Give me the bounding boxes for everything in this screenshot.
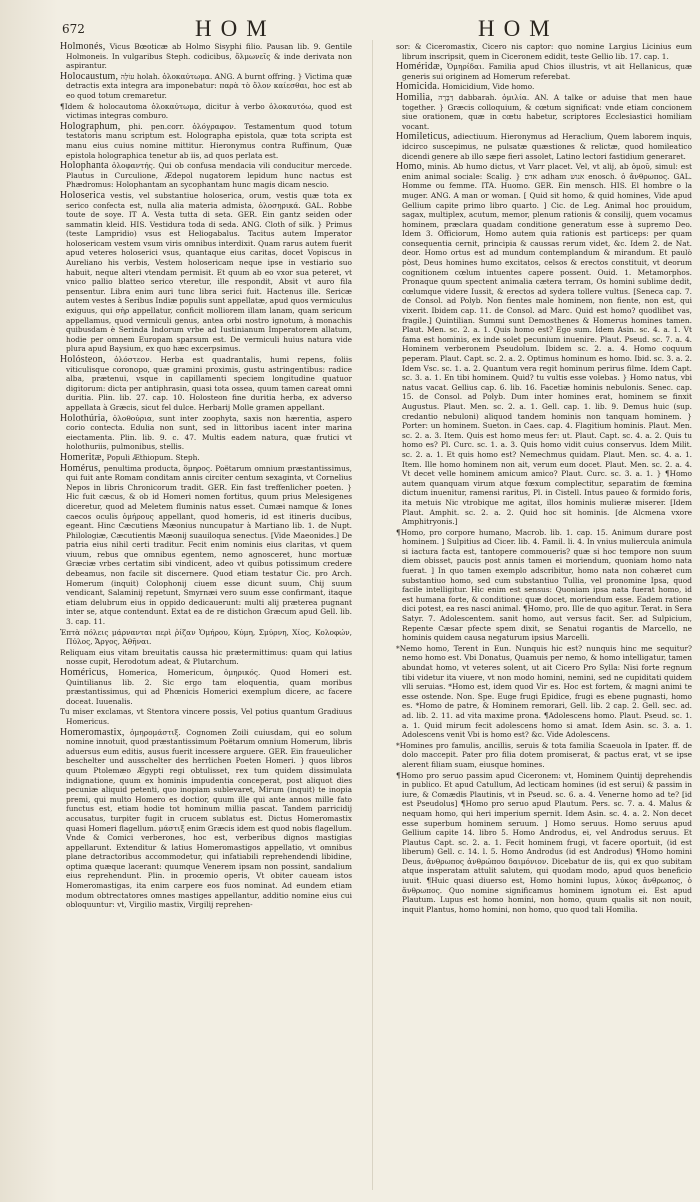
entry-text: phi. pen.corr. ὁλόγραφον. Testamentum quod totum testatoris manu scriptum est. Holographa epistola, quæ tota scripta est manu eius cuius nomine mittitur. Hieronymus contra Ruffinum, Quæ epistola holographica tenetur ab iis, ad quos perlata est.: [66, 121, 352, 160]
entry-text: עוֹלָה holah. ὁλοκαύτωμα. ANG. A burnt offring. } Victima quæ detractis exta integra ara imponebatur: παρὰ τὸ ὅλον καίεσθαι, hoc est ab eo quod totum cremaretur.: [66, 71, 352, 100]
entry-headword: Homo,: [396, 161, 425, 173]
dictionary-entry: [396, 42, 692, 61]
entry-text: ὁλόστεον. Herba est quadrantalis, humi repens, foliis viticulisque coronopo, quæ gramini proximis, gustu astringentibus: radice alba, prætenui, vsque in capillamenti speciem longitudine quatuor digitorum: dicta per antiphrasin, quasi tota ossea, quum tamen careat omni duritia. Plin. lib. 27. cap. 10. Holosteon fine duritia herba, ex adverso appellata à Græcis, sicut fel dulce. Herbarij Molle gramen appellant.: [66, 355, 352, 412]
entry-text: Tu miser exclamas, vt Stentora vincere possis, Vel potius quantum Gradiuus Homericus.: [60, 707, 352, 726]
entry-headword: Holmonés,: [60, 42, 106, 52]
dictionary-entry: [60, 728, 352, 910]
dictionary-entry: [60, 72, 352, 101]
entry-text: ὁλοφαντής. Qui ob confusa mendacia vili conducitur mercede. Plautus in Curculione, Ædepol nugatorem lepidum hunc nactus est Phædromus: Holophantam an sycophantam hunc magis dicam nescio.: [66, 161, 352, 190]
dictionary-entry: [396, 132, 692, 161]
entry-headword: Holographum,: [60, 120, 121, 132]
dictionary-entry: [60, 122, 352, 160]
dictionary-entry: [396, 528, 692, 643]
running-head-right: HOM: [478, 16, 559, 41]
entry-text: Ὁμηρίδαι. Familia apud Chios illustris, vt ait Hellanicus, quæ generis sui originem ad Homerum referebat.: [402, 62, 692, 81]
entry-text: ¶Homo, pro corpore humano, Macrob. lib. 1. cap. 15. Animum durare post hominem. ] Sulpitius ad Cicer. lib. 4. Famil. li. 4. In vnius muliercula animula si iactura facta est, tantopere commoueris? quæ si hoc tempore non suum diem obisset, paucis post annis tamen ei moriendum, quoniam homo nata fuerat. ] In quo tamen exemplo adscribitur, homo nata non cohæret cum substantiuo homo, sed cum substantiuo Tullia, vel pronomine Ipsa, quod facile intelligitur. Hic enim est sensus: Quoniam ipsa nata fuerat homo, id est humana forte, & conditione: quæ docet, moriendum esse. Eadem ratione dici potest, ea res nasci animal. ¶Homo, pro. Ille de quo agitur. Terat. in Sera Satyr. 7. Adolescentem. sanit homo, aut versus facit. Ser. ad Sulpicium, Repente Cæsar pfecte spem dixit, se Senatui rogantis de Marcello, ne hominis quidem causa negaturum ipsius Marcelli.: [396, 527, 692, 643]
dictionary-entry: [396, 93, 692, 131]
entry-text: Ἑπτὰ πόλεις μάρνανται περὶ ῥίζαν Ὁμήρου, Κύμη, Σμύρνη, Χίος, Κολοφών, Πύλος, Ἄργος, Ἀθῆναι.: [60, 627, 352, 647]
dictionary-entry: [396, 771, 692, 915]
dictionary-entry: [396, 82, 692, 92]
entry-headword: Holocaustum,: [60, 70, 119, 82]
dictionary-entry: [60, 628, 352, 647]
binding-gutter: [0, 0, 58, 1202]
entry-text: minis. Ab humo dictus, vt Varr placet. Vel, vt alij, ab ὁμοῦ, simul: est enim animal sociale: Scalig. } אדם adham אנוש enosch. ὁ ἄνθρωπος. GAL. Homme ou femme. ITA. Huomo. GER. Ein mensch. HIS. El hombre o la muger. ANG. A man or woman. [ Quid sit homo, & quid homines, Vide apud Gellium capite primo libro quarto. ] Cic. de Leg. Animal hoc prouidum, sagax, multiplex, acutum, memor, plenum rationis & consilij, quem vocamus hominem, præclara quadam conditione generatum esse à supremo Deo. Idem 3. Officiorum, Homo autem quia rationis est particeps: per quam consequentia cernit, principia & caussas rerum videt, &c. Idem 2. de Nat. deor. Homo ortus est ad mundum contemplandum & mirandum. Et paulò pòst, Deus homines humo excitatos, celsos & erectos constituit, vt deorum cognitionem cœlum intuentes capere possent. Ouid. 1. Metamorphos. Pronaque quum spectent animalia cætera terram, Os homini sublime dedit, cœlumque videre Iussit, & erectos ad sydera tollere vultus. [Seneca cap. 7. de Consol. ad Polyb. Non fientes male hominem, non fiente, non est, qui vixerit. Ibidem cap. 11. de Consol. ad Marc. Quid est homo? quodlibet vas, fragile.] Quintilian. Summi sunt Demosthenes & Homerus homines tamen. Plaut. Men. sc. 2. a. 1. Quis homo est? Ego sum. Idem Asin. sc. 4. a. 1. Vt fama est hominis, ex inde solet pecunium inuenire. Plaut. Pseud. sc. 7. a. 4. Hominem verberonem Pseudolum. Ibidem sc. 2. a. 4. Homo coquum peperam. Plaut. Capt. sc. 2. a. 2. Optimus hominum es homo. Ibid. sc. 3. a. 2. Idem Vsc. sc. 1. a. 2. Quantum vera regit hominum perirus filme. Idem Capt. sc. 3. a. 1. En tibi hominem. Quid? tu vultis esse volebas. } Homo natus, vbi natus vacat. Gellius cap. 6. lib. 16. Facetiæ hominis nebulonis. Senec. cap. 15. de Consol. ad Polyb. Dum inter homines erat, hominem se finxit Augustus. Plaut. Men. sc. 2. a. 1. Gell. cap. 1. lib. 9. Demus huic (sup. credantio nebuloni) aliquod tandem hominis non tanquam hominem. } Porter: un hominem. Sueton. in Caes. cap. 4. Flagitium hominis. Plaut. Men. sc. 2. a. 3. Item. Quis est homo meus fer: ut. Plaut. Capt. sc. 4. a. 2. Quis tu homo es? Pl. Curc. sc. 1. a. 3. Quis homo vidit cuius conservus. Idem Milit. sc. 2. a. 1. Et quis homo est? Nemechmus quidam. Plaut. Men. sc. 4. a. 1. Item. Ille homo hominem non ait, verum eum docet. Plaut. Men. sc. 2. a. 4. Vt decet velle hominem amicum amico? Plaut. Curc. sc. 3. a. 1. } ¶Homo autem quanquam virum atque fœxum complectitur, separatim de fœmina dictum inuenitur, ramensi raritus, Pl. in Cistell. Intus paueo & formido foris, ita metuis Nic vtrobique me agitat, illos hominis mulieræ miserer. [Idem Plaut. Amphit. sc. 2. a. 2. Quid hoc sit hominis. [de Alcmena vxore Amphitryonis.]: [402, 162, 692, 527]
dictionary-entry: [396, 162, 692, 527]
entry-text: ὁλοθούρια, sunt inter zoophyta, saxis non hærentia, aspero corio contecta. Edulia non sunt, sed in littoribus iacent inter marina eiectamenta. Plin. lib. 9. c. 47. Multis eadem natura, quæ frutici vt holothuriis, pulmonibus, stellis.: [66, 413, 352, 452]
entry-headword: Homérus,: [60, 462, 101, 474]
column-divider: [372, 40, 373, 1190]
entry-headword: Homéridæ,: [396, 61, 443, 73]
entry-text: Vicus Bœoticæ ab Holmo Sisyphi filio. Pausan lib. 9. Gentile Holmoneis. In vulgaribus Steph. codicibus, ὄλμωνεῖς & inde derivata non aspirantur.: [66, 42, 352, 71]
page-number: 672: [62, 22, 85, 36]
entry-text: *Nemo homo, Terent in Eun. Nunquis hic est? nunquis hinc me sequitur? nemo homo est. Vbi Donatus, Quamuis per nemo, & homo intelligatur, tamen abundat homo, vt veteres solent, ut ait Cicero Pro Sylla: Nisi forte regnum tibi videtur ita viuere, vt non modo homini, nemini, sed ne cupiditati quidem vlli seruias. *Homo est, idem quod Vir es. Hoc est fortem, & magni animi te esse ostende. Non. Spe. Euge frugi Epidice, frugi es ebene pugnasti, homo es. *Homo de patre, & Hominem remorari, Gell. lib. 2 cap. 2. Gell. sec. ad. ad. lib. 2. 11. ad vita maxime prona. ¶Adolescens homo. Plaut. Pseud. sc. 1. a. 1. Quid mirum fecit adolescens homo si amat. Idem Asin. sc. 3. a. 1. Adolescens venit Vbi is homo est? &c. Vide Adolescens.: [396, 643, 692, 740]
entry-headword: Holósteon,: [60, 354, 106, 365]
left-column: [60, 42, 352, 1192]
entry-headword: Homilia,: [396, 91, 433, 103]
dictionary-entry: [60, 707, 352, 726]
dictionary-entry: [60, 464, 352, 627]
entry-text: Populi Æthiopum. Steph.: [106, 452, 200, 462]
entry-text: *Homines pro famulis, ancillis, seruis & tota familia Scaeuola in Ipater. ff. de dolo maccepit. Pater pro filia dotem promiserat, & pactus erat, vt se ipse alerent filiam suam, eiusque homines.: [396, 740, 692, 769]
entry-headword: Holoserica: [60, 189, 106, 201]
dictionary-entry: [60, 161, 352, 190]
entry-headword: Homeromastix,: [60, 726, 125, 738]
entry-headword: Holophanta: [60, 160, 109, 172]
dictionary-entry: [60, 414, 352, 452]
dictionary-entry: [60, 648, 352, 667]
dictionary-entry: [60, 355, 352, 413]
running-head-left: HOM: [195, 16, 276, 41]
entry-headword: Homéricus,: [60, 667, 109, 678]
entry-text: adiectiuum. Hieronymus ad Heraclium, Quem laborem inquis, idcirco suscepimus, ne pulsatæ quæstiones & relictæ, quod homileatico dicendi genere ab illo sæpe fieri assolet, Latino lectori fastidium generaret.: [402, 132, 692, 161]
dictionary-entry: [60, 453, 352, 463]
entry-text: penultima producta, ὅμηρος. Poëtarum omnium præstantissimus, qui fuit ante Romam conditam annis circiter centum sexaginta, vt Cornelius Nepos in libris Chronicorum tradit. GER. Ein fast treffenlicher poeten. } Hic fuit cæcus, & ob id Homeri nomen fortitus, quum prius Melesigenes diceretur, quod ad Meletem fluminis natus esset. Cumæi namque & Iones caecos oculis ὁμήρους appellant, quod homeris, id est itineris ducibus, egeant. Hinc Cæcutiens Mæonius nuncupatur à Martiano lib. 1. de Nupt. Philologiæ, Cæcutientis Mæonij suauiloqua senectus. [Vide Maeonides.] De patria eius nihil certi traditur. Fecit enim nominis eius claritas, vt quem viuum, rebus que omnibus egentem, nemo agnosceret, hunc mortuæ Græciæ vrbes certatim sibi vindicent, adeo vt quibus potissimum credere debeamus, non facile sit discernere. Quod etiam testatur Cic. pro Arch. Homerum (inquit) Colophonij ciuem esse dicunt suum, Chij suum vendicant, Salaminij repetunt, Smyrnæi vero suum esse confirmant, itaque etiam delubrum eius in oppido dedicauerunt: multi alij præterea pugnant inter se, atque contendunt. Extat ea de re distichon Græcum apud Gell. lib. 3. cap. 11.: [66, 463, 352, 627]
right-column: [396, 42, 692, 1192]
entry-text: Homerica, Homericum, ὁμηρικός. Quod Homeri est. Quintilianus lib. 2. Sic ergo tam eloquentia, quam moribus præstantissimus, qui ad Phœnicis Homerici exemplum dicere, ac facere doceat. Iuuenalis.: [66, 668, 352, 706]
entry-headword: Holothúria,: [60, 412, 109, 424]
dictionary-entry: [396, 62, 692, 81]
entry-headword: Homileticus,: [396, 131, 450, 143]
entry-text: Homicidium, Vide homo.: [442, 82, 535, 92]
dictionary-entry: [396, 741, 692, 770]
dictionary-entry: [60, 42, 352, 71]
dictionary-entry: [396, 644, 692, 740]
dictionary-entry: [60, 102, 352, 121]
dictionary-entry: [60, 191, 352, 354]
entry-text: ¶Homo pro seruo passim apud Ciceronem: vt, Hominem Quintij deprehendis in publico. Et apud Catullum, Ad lecticam homines (id est serui) & passim in iure, & Comædis Plautinis, vt in Pseud. sc. 6. a. 4. Venerne homo ad te? [id est Pseudolus] ¶Homo pro seruo apud Plautum. Pers. sc. 7. a. 4. Malus & nequam homo, qui heri imperium spernit. Idem Asin. sc. 4. a. 2. Non decet esse superbum hominem seruum. ] Homo seruus. Homo seruus apud Gellium capite 14. libro 5. Homo Androdus, ei, vel Androdus seruus. Et Plautus Capt. sc. 2. a. 1. Fecit hominem frugi, vt facere oportuit, (id est liberum) Gell. c. 14. l. 5. Homo Androdus (id est Androdus) ¶Homo homini Deus, ἄνθρωπος ἀνθρώπου δαιμόνιον. Dicebatur de iis, qui ex quo subitam atque insperatam attulit salutem, qui quodam modo, apud quos beneficio iuuit. ¶Huic quasi diuerso est, Homo homini lupus, λύκος ἄνθρωπος, ὁ ἄνθρωπος. Quo nomine significamus hominem ignotum ei. Est apud Plautum. Lupus est homo homini, non homo, quum qualis sit non nouit, inquit Plantus, homo homini, non homo, quo quod tali Homilia.: [396, 770, 692, 914]
entry-headword: Homeritæ,: [60, 451, 105, 463]
entry-text: vestis, vel substantiue holoserica, orum, vestis quæ tota ex serico confecta est, nulla alia materia admista, ὁλοσηρικά. GAL. Robbe toute de soye. IT A. Vesta tutta di seta. GER. Ein gantz seiden oder sammatin kleid. HIS. Vestidura toda di seda. ANG. Cloth of silk. } Primus (teste Lampridio) vsus est Heliogabalus. Tacitus autem Imperator holosericam vestem vsum viris omnibus interdixit. Quam rarus autem fuerit apud veteres holoserici vsus, quantaque eius caritas, docet Vopiscus in Aureliano his verbis, Vestem holosericam neque ipse in vestiario suo habuit, neque alteri vtendam permisit. Et quum ab eo vxor sua peteret, vt vnico pallio blatteo serico vteretur, ille respondit, Absit vt auro fila pensentur. Libra enim auri tunc libra serici fuit. Hactenus ille. Sericæ autem vestes à Seribus Indiæ populis sunt appellatæ, apud quos vermiculus exiguus, qui σὴρ appellatur, conficit molliorem illam lanam, quam sericum appellamus, quod vermiculi genus, antea orbi nostro ignotum, à monachis quibusdam è Serinda Indorum vrbe ad Iustinianum Imperatorem allatum, hodie per omnem Europam sparsum est. De vermiculi huius natura vide plura apud Baysium, ex quo hæc excerpsimus.: [66, 190, 352, 354]
dictionary-entry: [60, 668, 352, 706]
entry-text: Reliquam eius vitam breuitatis caussa hic prætermittimus: quam qui latius nosse cupit, Herodotum adeat, & Plutarchum.: [60, 647, 352, 667]
entry-text: ὁμηρομάστιξ. Cognomen Zoili cuiusdam, qui eo solum nomine innotuit, quod præstantissimum Poëtarum omnium Homerum, libris aduersus eum editis, ausus fuerit incessere arguere. GER. Ein fraueulicher beschelter und ausschelter des herrlichen Poeten Homeri. } quos libros quum Ptolemæo Ægypti regi obtulisset, rex tum quidem dissimulata indignatione, quum ex hominis impudentia conceperat, post aliquot dies pecuniæ aliquid petenti, quo inopiam sublevaret, Mirum (inquit) te inopia premi, qui multo Homero es doctior, quum ille qui ante annos mille fato functus est, etiam hodie tot hominum millia pascat. Tandem parricidij accusatus, turpiter fugit in crucem sublatus est. Dictus Homeromastix quasi Homeri flagellum. μάστιξ enim Græcis idem est quod nobis flagellum. Vnde & Comici verberones, hoc est, verberibus dignos mastigias appellarunt. Extenditur & latius Homeromastigos appellatio, vt omnibus plane detractoribus accommodetur, qui infatiabili reprehendendi libidine, optima quæque lacerant: quumque Venerem ipsam non possint, sandalium eius reprehendunt. Plin. in proœmio operis, Vt obiter caueam istos Homeromastigas, ita enim carpere eos fuos nominat. Ad eundem etiam modum obtrectatores omnes mastiges appellantur, additio nomine eius cui obloquuntur: vt, Virgilio mastix, Virgilij reprehen-: [66, 727, 352, 910]
entry-headword: Homicida.: [396, 81, 440, 93]
entry-text: ¶Idem & holocautoma ὁλοκαύτωμα, dicitur à verbo ὁλοκαυτόω, quod est victimas integras comburo.: [60, 101, 352, 121]
entry-text: דַּבָּרָה dabbarah. ὁμιλία. AN. A talke or aduise that men haue together. } Græcis colloquium, & cœtum significat: vnde etiam concionem siue orationem, quæ in cœtu habetur, scriptores Ecclesiastici homiliam vocant.: [402, 92, 692, 131]
entry-text: sor: & Ciceromastix, Cicero nis captor: quo nomine Largius Licinius eum librum inscripsit, quem in Ciceronem edidit, teste Gellio lib. 17. cap. 1.: [396, 42, 692, 61]
page-header: [0, 0, 700, 40]
